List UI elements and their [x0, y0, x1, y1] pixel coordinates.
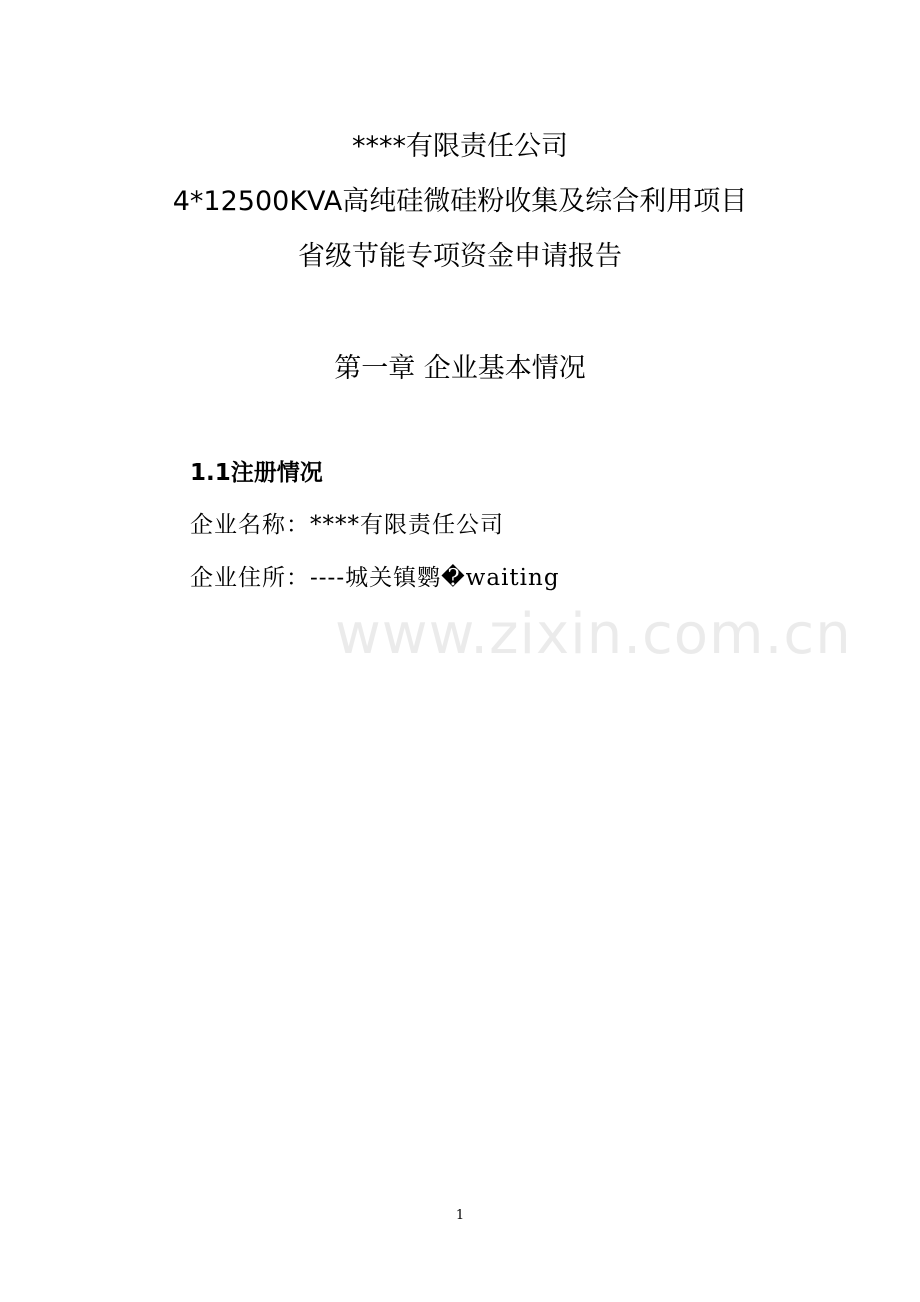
field-company-address: 企业住所：----城关镇鹦�waiting [190, 565, 560, 591]
title-project: 4*12500KVA高纯硅微硅粉收集及综合利用项目 [172, 186, 748, 217]
title-company: ****有限责任公司 [352, 131, 568, 162]
field-company-name: 企业名称：****有限责任公司 [190, 512, 504, 538]
watermark-text: www.zixin.com.cn [335, 602, 852, 667]
title-report: 省级节能专项资金申请报告 [298, 241, 622, 272]
section-heading-registration: 1.1注册情况 [190, 460, 323, 486]
chapter-heading: 第一章 企业基本情况 [334, 353, 586, 384]
page-number: 1 [455, 1208, 465, 1223]
